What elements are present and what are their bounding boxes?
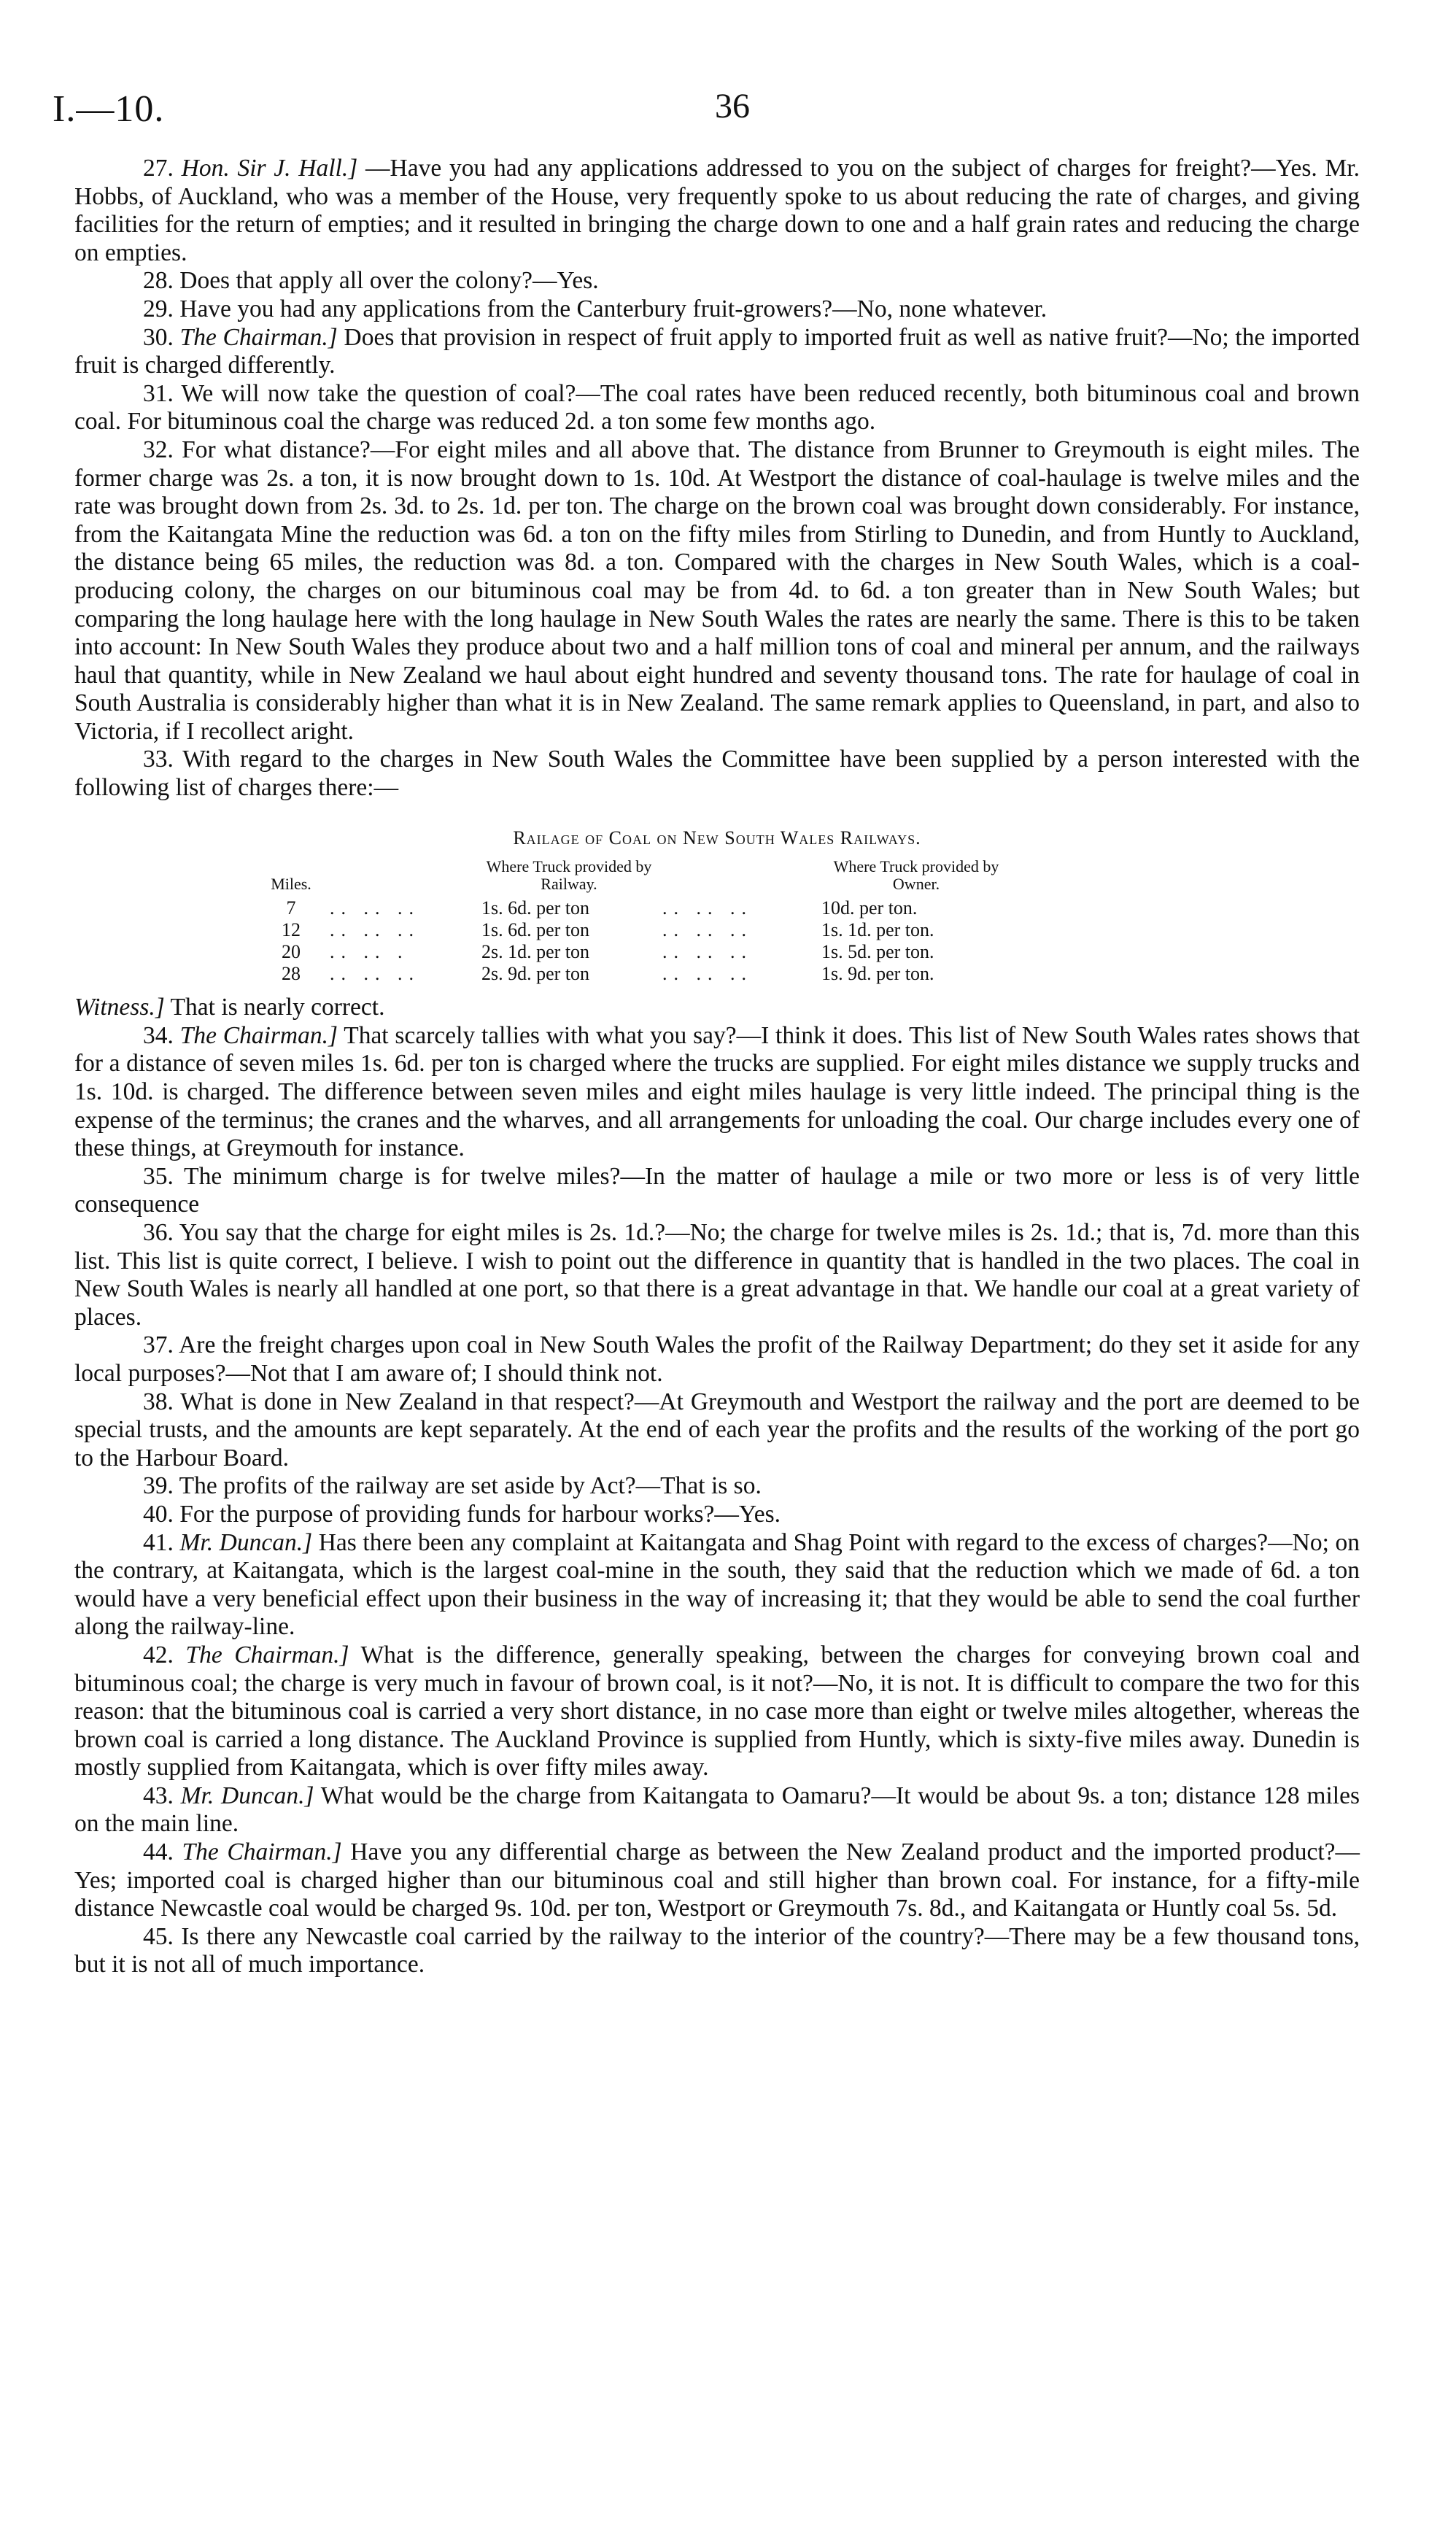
question-number: 34. [143, 1021, 174, 1049]
table-header-row [255, 858, 1014, 897]
table-cell-railway: 1s. 6d. per ton [481, 919, 590, 941]
question-number: 38. [143, 1388, 174, 1415]
testimony-paragraph [74, 1923, 1360, 1979]
body-text [74, 155, 1360, 1979]
table-cell-lead2: .. .. .. [662, 941, 753, 963]
testimony-paragraph [74, 1838, 1360, 1923]
paragraph-text: What would be the charge from Kaitangata to Oamaru?—It would be about 9s. a ton; distance 128 miles on the main line. [74, 1782, 1360, 1838]
question-number: 39. [143, 1472, 174, 1500]
paragraph-text: For what distance?—For eight miles and all above that. The distance from Brunner to Greymouth is eight miles. The former charge was 2s. a ton, it is now brought down to 1s. 10d. At Westport the distance of coal-haulage is twelve miles and the rate was brought down from 2s. 3d. to 2s. 1d. per ton. The charge on the brown coal was brought down considerably. For instance, from the Kaitangata Mine the reduction was 6d. a ton on the fifty miles from Stirling to Dunedin, and from Huntly to Auckland, the distance being 65 miles, the reduction was 8d. a ton. Compared with the charges in New South Wales, which is a coal-producing colony, the charges on our bituminous coal may be from 4d. to 6d. a ton greater than in New South Wales; but comparing the long haulage here with the long haulage in New South Wales the rates are nearly the same. There is this to be taken into account: In New South Wales they produce about two and a half million tons of coal and mineral per annum, and the railways haul that quantity, while in New Zealand we haul about eight hundred and seventy thousand tons. The rate for haulage of coal in South Australia is considerably higher than what it is in New Zealand. The same remark applies to Queensland, in part, and also to Victoria, if I recollect aright. [74, 436, 1360, 745]
speaker-name: The Chairman.] [185, 1641, 349, 1668]
testimony-paragraph [74, 1219, 1360, 1331]
testimony-paragraph [74, 267, 1360, 295]
table-cell-miles: 12 [282, 919, 301, 941]
table-cell-owner: 1s. 9d. per ton. [821, 963, 934, 985]
column-header-owner: Where Truck provided by Owner. [833, 857, 999, 894]
paragraph-text: For the purpose of providing funds for harbour works?—Yes. [173, 1500, 781, 1528]
paragraph-text: Is there any Newcastle coal carried by the railway to the interior of the country?—There may be a few thousand tons, but it is not all of much importance. [74, 1922, 1360, 1979]
question-number: 27. [143, 155, 174, 182]
testimony-paragraph [74, 1331, 1360, 1388]
table-cell-lead2: .. .. .. [662, 963, 753, 985]
paragraph-text: Has there been any complaint at Kaitangata and Shag Point with regard to the excess of charges?—No; on the contrary, at Kaitangata, which is the largest coal-mine in the south, they said that the reduction which we made of 6d. a ton would have a very beneficial effect upon their business in the way of increasing it; that they would be able to send the coal further along the railway-line. [74, 1528, 1360, 1641]
table-cell-owner: 10d. per ton. [821, 897, 918, 919]
testimony-paragraph [74, 1641, 1360, 1782]
speaker-name: The Chairman.] [179, 1021, 338, 1049]
paragraphs-before-table [74, 155, 1360, 803]
question-number: 37. [143, 1331, 174, 1359]
paragraph-text: Does that apply all over the colony?—Yes. [173, 267, 599, 295]
question-number: 29. [143, 295, 174, 322]
paragraph-text: —Have you had any applications addressed to you on the subject of charges for freight?—Yes. Mr. Hobbs, of Auckland, who was a member of the House, very frequently spoke to us about reducing the rate of charges, and giving facilities for the return of empties; and it resulted in bringing the charge down to one and a half grain rates and reducing the charge on empties. [74, 155, 1360, 266]
testimony-paragraph [74, 1472, 1360, 1501]
paragraph-text: Have you any differential charge as between the New Zealand product and the imported product?—Yes; imported coal is charged higher than our bituminous coal and still higher than brown coal. For instance, for a fifty-mile distance Newcastle coal would be charged 9s. 10d. per ton, Westport or Greymouth 7s. 8d., and Kaitangata or Huntly coal 5s. 5d. [74, 1838, 1360, 1922]
table-cell-miles: 28 [282, 963, 301, 985]
table-cell-lead2: .. .. .. [662, 919, 753, 941]
table-cell-owner: 1s. 5d. per ton. [821, 941, 934, 963]
column-header-railway: Where Truck provided by Railway. [486, 857, 652, 894]
testimony-paragraph [74, 1022, 1360, 1163]
table-row [255, 963, 1014, 985]
table-cell-railway: 1s. 6d. per ton [481, 897, 590, 919]
document-reference: I.—10. [53, 88, 165, 130]
speaker-name: Mr. Duncan.] [180, 1782, 314, 1809]
paragraphs-after-table [74, 994, 1360, 1979]
page-number: 36 [715, 87, 750, 125]
question-number: 40. [143, 1500, 174, 1528]
question-number: 32. [143, 436, 174, 463]
speaker-name: Witness.] [74, 994, 165, 1021]
testimony-paragraph [74, 1529, 1360, 1641]
speaker-name: The Chairman.] [179, 323, 338, 351]
question-number: 33. [143, 746, 174, 773]
question-number: 43. [143, 1782, 174, 1809]
testimony-paragraph [74, 155, 1360, 267]
speaker-name: Mr. Duncan.] [179, 1528, 313, 1556]
testimony-paragraph [74, 1388, 1360, 1473]
table-cell-lead1: .. .. . [330, 941, 409, 963]
paragraph-text: That is nearly correct. [164, 994, 385, 1021]
table-cell-lead1: .. .. .. [330, 963, 420, 985]
table-cell-railway: 2s. 9d. per ton [481, 963, 590, 985]
table-cell-railway: 2s. 1d. per ton [481, 941, 590, 963]
question-number: 45. [143, 1922, 174, 1950]
question-number: 42. [143, 1641, 174, 1668]
table-body [255, 897, 1014, 985]
paragraph-text: The profits of the railway are set aside by Act?—That is so. [173, 1472, 762, 1500]
table-cell-owner: 1s. 1d. per ton. [821, 919, 934, 941]
paragraph-text: The minimum charge is for twelve miles?—In the matter of haulage a mile or two more or less is of very little consequence [74, 1162, 1360, 1218]
speaker-name: The Chairman.] [182, 1838, 342, 1866]
table-cell-lead1: .. .. .. [330, 919, 420, 941]
question-number: 28. [143, 267, 174, 295]
table-caption: Railage of Coal on New South Wales Railways. [513, 827, 921, 848]
testimony-paragraph [74, 746, 1360, 802]
table-cell-miles: 20 [282, 941, 301, 963]
table-cell-lead2: .. .. .. [662, 897, 753, 919]
testimony-paragraph [74, 295, 1360, 324]
column-header-miles: Miles. [271, 875, 311, 894]
question-number: 31. [143, 379, 174, 407]
question-number: 30. [143, 323, 174, 351]
testimony-paragraph [74, 1501, 1360, 1529]
paragraph-text: Are the freight charges upon coal in New South Wales the profit of the Railway Department; do they set it aside for any local purposes?—Not that I am aware of; I should think not. [74, 1331, 1360, 1387]
testimony-paragraph [74, 994, 1360, 1022]
testimony-paragraph [74, 436, 1360, 746]
speaker-name: Hon. Sir J. Hall.] [181, 155, 358, 182]
paragraph-text: With regard to the charges in New South Wales the Committee have been supplied by a person interested with the following list of charges there:— [74, 746, 1360, 802]
table-row [255, 919, 1014, 941]
question-number: 35. [143, 1162, 174, 1190]
testimony-paragraph [74, 1782, 1360, 1838]
paragraph-text: You say that the charge for eight miles is 2s. 1d.?—No; the charge for twelve miles is 2s. 1d.; that is, 7d. more than this list. This list is quite correct, I believe. I wish to point out the difference in quantity that is handled in the two places. The coal in New South Wales is nearly all handled at one port, so that there is a great advantage in that. We handle our coal at a great variety of places. [74, 1219, 1360, 1331]
paragraph-text: Does that provision in respect of fruit apply to imported fruit as well as native fruit?—No; the imported fruit is charged differently. [74, 323, 1360, 379]
table-cell-miles: 7 [286, 897, 296, 919]
table-cell-lead1: .. .. .. [330, 897, 420, 919]
paragraph-text: What is the difference, generally speaking, between the charges for conveying brown coal and bituminous coal; the charge is very much in favour of brown coal, is it not?—No, it is not. It is difficult to compare the two for this reason: that the bituminous coal is carried a very short distance, in no case more than eight or twelve miles altogether, whereas the brown coal is carried a long distance. The Auckland Province is supplied from Huntly, which is sixty-five miles away. Dunedin is mostly supplied from Kaitangata, which is over fifty miles away. [74, 1641, 1360, 1782]
testimony-paragraph [74, 380, 1360, 436]
testimony-paragraph [74, 324, 1360, 380]
question-number: 36. [143, 1219, 174, 1246]
paragraph-text: Have you had any applications from the Canterbury fruit-growers?—No, none whatever. [173, 295, 1048, 322]
table-row [255, 897, 1014, 919]
paragraph-text: That scarcely tallies with what you say?—I think it does. This list of New South Wales rates shows that for a distance of seven miles 1s. 6d. per ton is charged where the trucks are supplied. For eight miles distance we supply trucks and 1s. 10d. is charged. The difference between seven miles and eight miles haulage is very little indeed. The principal thing is the expense of the terminus; the cranes and the wharves, and all arrangements for unloading the coal. Our charge includes every one of these things, at Greymouth for instance. [74, 1021, 1360, 1162]
question-number: 41. [143, 1528, 174, 1556]
question-number: 44. [143, 1838, 174, 1866]
paragraph-text: We will now take the question of coal?—The coal rates have been reduced recently, both bituminous coal and brown coal. For bituminous coal the charge was reduced 2d. a ton some few months ago. [74, 379, 1360, 436]
paragraph-text: What is done in New Zealand in that respect?—At Greymouth and Westport the railway and the port are deemed to be special trusts, and the amounts are kept separately. At the end of each year the profits and the results of the working of the port go to the Harbour Board. [74, 1388, 1360, 1472]
table-row [255, 941, 1014, 963]
testimony-paragraph [74, 1163, 1360, 1219]
railage-table [255, 858, 1014, 985]
